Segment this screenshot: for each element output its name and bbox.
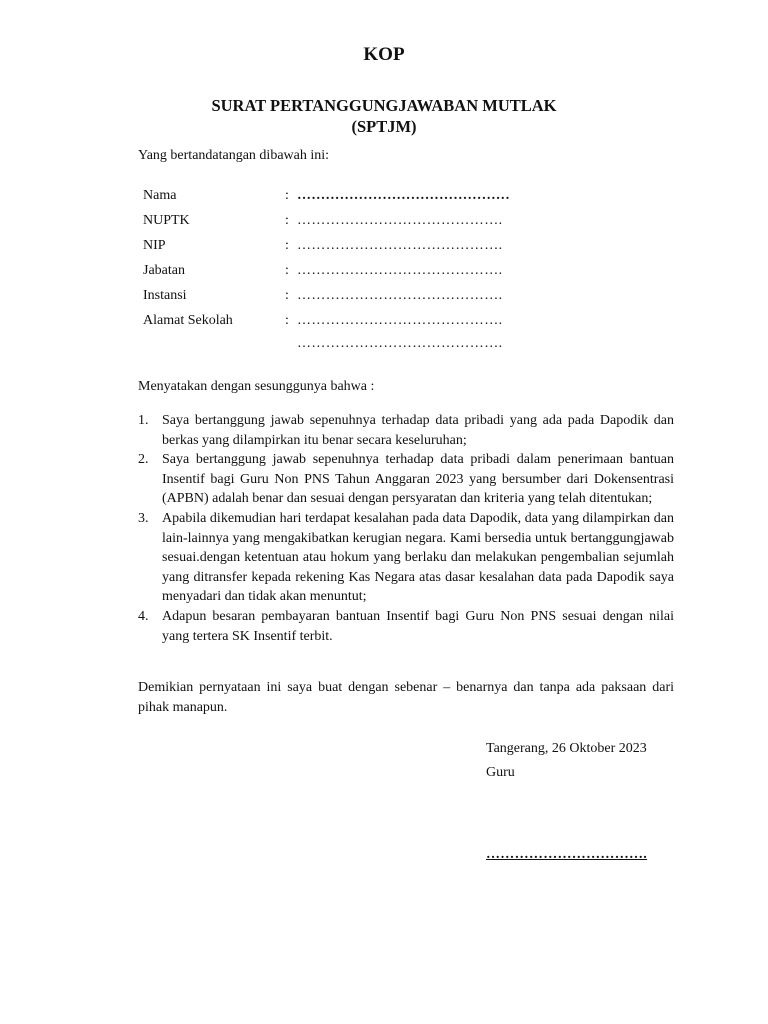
list-item xyxy=(138,450,674,509)
address-continuation-blank: ……………………………………. xyxy=(297,336,503,351)
place-and-date: Tangerang, 26 Oktober 2023 xyxy=(486,741,647,756)
field-label: Jabatan xyxy=(143,263,185,278)
list-text: Adapun besaran pembayaran bantuan Insentif bagi Guru Non PNS sesuai dengan nilai yang tertera SK Insentif terbit. xyxy=(162,608,674,644)
field-label: Nama xyxy=(143,188,177,203)
field-value-blank: ……………………………………. xyxy=(297,313,503,328)
field-separator: : xyxy=(285,213,289,228)
field-value-blank: ……………………………………. xyxy=(297,213,503,228)
declaration-intro: Menyatakan dengan sesunggunya bahwa : xyxy=(138,379,375,394)
field-label: Alamat Sekolah xyxy=(143,313,233,328)
statement-list xyxy=(138,411,674,646)
field-separator: : xyxy=(285,288,289,303)
field-value-blank: ……………………………………. xyxy=(297,288,503,303)
field-value-blank: ……………………………………. xyxy=(297,238,503,253)
document-title-line2: (SPTJM) xyxy=(351,117,417,136)
list-item xyxy=(138,509,674,607)
field-value-blank: ……………………………………. xyxy=(297,263,503,278)
list-text: Saya bertanggung jawab sepenuhnya terhadap data pribadi dalam penerimaan bantuan Insentif bagi Guru Non PNS Tahun Anggaran 2023 yang bersumber dari Dokensentrasi (APBN) adalah benar dan sesuai dengan persyaratan dan kriteria yang telah ditentukan; xyxy=(162,452,674,507)
list-item xyxy=(138,411,674,450)
field-label: Instansi xyxy=(143,288,187,303)
list-item xyxy=(138,607,674,646)
list-text: Apabila dikemudian hari terdapat kesalahan pada data Dapodik, data yang dilampirkan dan lain-lainnya yang mengakibatkan kerugian negara. Kami bersedia untuk bertanggungjawab sesuai.dengan ketentuan atau hokum yang berlaku dan melakukan pengembalian sejumlah yang ditransfer kepada rekening Kas Negara atas dasar kesalahan data pada Dapodik saya menyadari dan tidak akan menuntut; xyxy=(162,510,674,605)
signer-role: Guru xyxy=(486,765,515,780)
field-separator: : xyxy=(285,313,289,328)
closing-statement: Demikian pernyataan ini saya buat dengan sebenar – benarnya dan tanpa ada paksaan dari pihak manapun. xyxy=(138,680,674,715)
signature-name-blank: ……………………………. xyxy=(486,847,648,862)
list-number: 1. xyxy=(138,413,149,428)
letterhead-kop: KOP xyxy=(363,44,405,65)
field-value-blank: ……………………………………… xyxy=(297,188,510,203)
document-title-line1: SURAT PERTANGGUNGJAWABAN MUTLAK xyxy=(211,96,557,115)
list-number: 4. xyxy=(138,608,149,624)
field-separator: : xyxy=(285,188,289,203)
list-text: Saya bertanggung jawab sepenuhnya terhadap data pribadi yang ada pada Dapodik dan berkas yang dilampirkan itu benar secara keseluruhan; xyxy=(162,413,674,448)
field-label: NUPTK xyxy=(143,213,190,228)
list-number: 2. xyxy=(138,452,149,468)
field-separator: : xyxy=(285,238,289,253)
field-separator: : xyxy=(285,263,289,278)
document-title xyxy=(0,95,768,137)
field-label: NIP xyxy=(143,238,166,253)
intro-text: Yang bertandatangan dibawah ini: xyxy=(138,148,330,163)
list-number: 3. xyxy=(138,510,149,526)
